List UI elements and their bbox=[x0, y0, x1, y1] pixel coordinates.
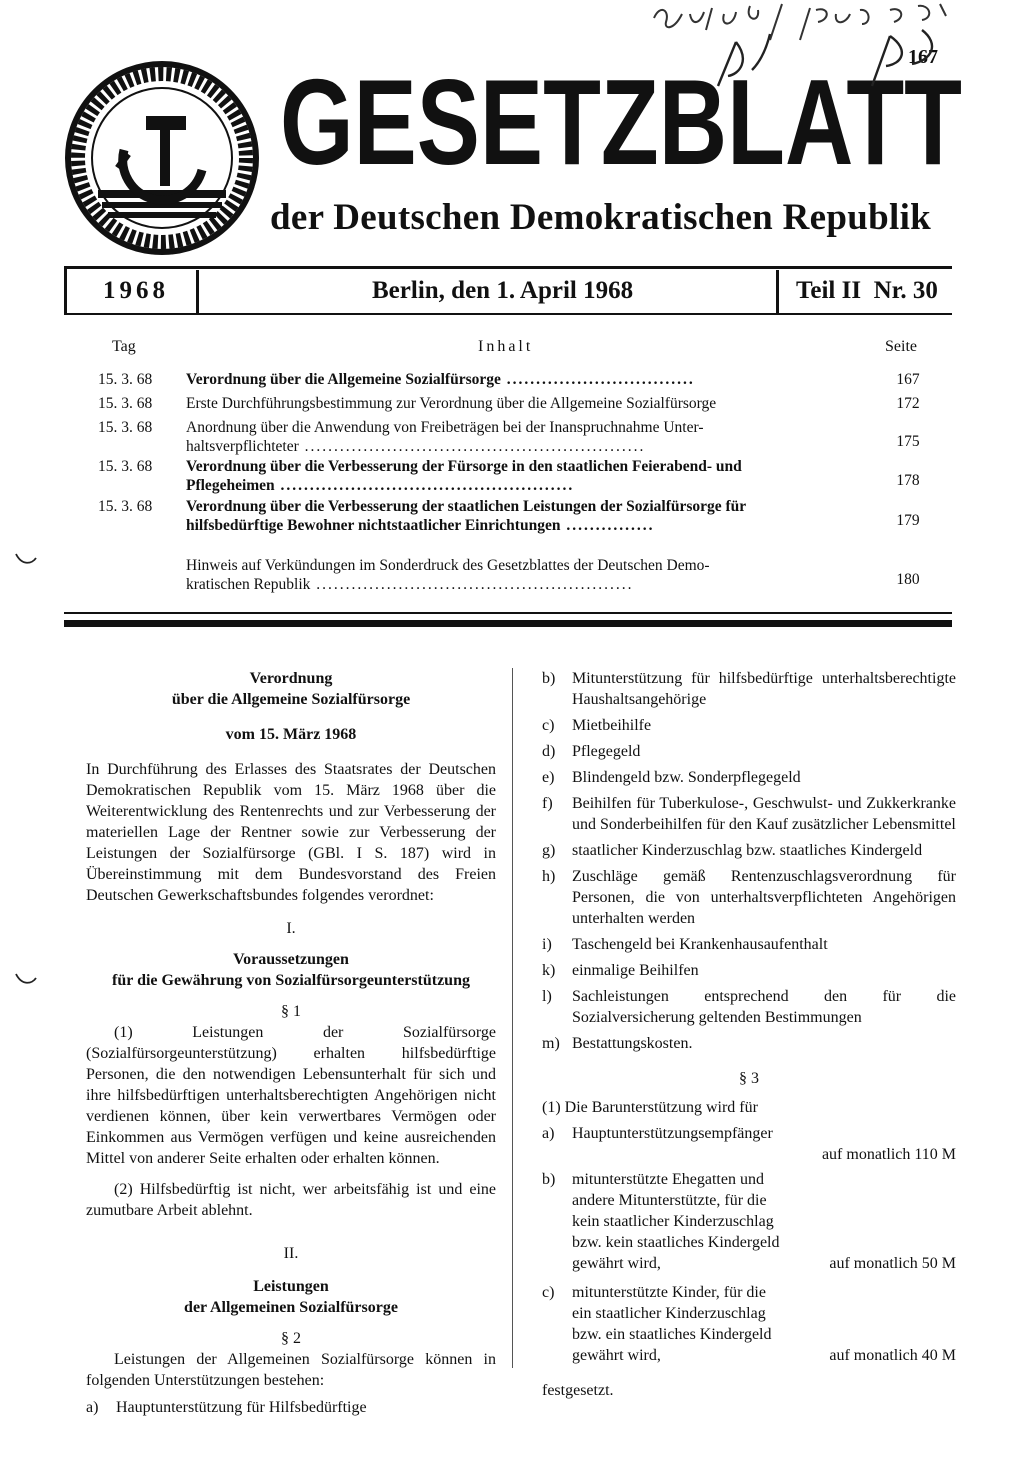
entry-page: 172 bbox=[896, 395, 920, 412]
entry-page: 178 bbox=[896, 472, 920, 489]
entry-title: Anordnung über die Anwendung von Freibeträgen bei der Inanspruchnahme Unter- haltsverpflichteter .......................................................... bbox=[186, 419, 704, 455]
entry-page: 179 bbox=[896, 512, 920, 529]
section-number: § 2 bbox=[281, 1330, 301, 1347]
margin-mark bbox=[14, 972, 38, 986]
list-item: b) Mitunterstützung für hilfsbedürftige unterhaltsberechtigte Haushaltsangehörige bbox=[542, 670, 956, 708]
margin-mark bbox=[14, 552, 38, 566]
part-title: Voraussetzungen bbox=[233, 951, 349, 968]
decree-subject: über die Allgemeine Sozialfürsorge bbox=[171, 691, 411, 708]
issue-date: Berlin, den 1. April 1968 bbox=[372, 277, 634, 304]
left-column bbox=[86, 668, 496, 1418]
issue-rule-left bbox=[64, 266, 67, 315]
entry-date: 15. 3. 68 bbox=[98, 371, 153, 388]
issue-divider-2 bbox=[776, 270, 779, 314]
preamble: In Durchführung des Erlasses des Staatsrates der Deutschen Demokratischen Republik vom 15. März 1968 über die Weiterentwicklung des Rentenrechts und zur Verbesserung der materiellen Lage der Rentner sowie zur Verbesserung der Leistungen der Sozialfürsorge (GBl. I S. 187) wird in Übereinstimmung mit dem Bundesvorstand des Freien Deutschen Gewerkschaftsbundes folgendes verordnet: bbox=[86, 761, 496, 904]
list-item: g) staatlicher Kinderzuschlag bzw. staatliches Kindergeld bbox=[542, 842, 923, 859]
list-item: f) Beihilfen für Tuberkulose-, Geschwulst- und Zukkerkranke und Sonderbeihilfen für den Kauf zusätzlicher Lebensmittel bbox=[542, 795, 956, 833]
paragraph: (1) Leistungen der Sozialfürsorge (Sozialfürsorgeunterstützung) erhalten hilfsbedürftige Personen, die den notwendigen Lebensunterhalt für sich und ihre hilfsbedürftigen unterhaltsberechtigten Angehörigen nicht verdienen können, über kein verwertbares Vermögen oder Einkommen aus Vermögen verfügen und keine ausreichenden Mittel von anderer Seite erhalten oder erhalten können. bbox=[86, 1024, 496, 1167]
contents-rule-thin bbox=[64, 612, 952, 614]
list-item: m) Bestattungskosten. bbox=[542, 1035, 693, 1052]
entry-title: Verordnung über die Verbesserung der staatlichen Leistungen der Sozialfürsorge für hilfsbedürftige Bewohner nichtstaatlicher Einrichtungen ............... bbox=[186, 498, 747, 534]
issue-rule-top bbox=[64, 266, 952, 269]
section-number: § 1 bbox=[281, 1003, 301, 1020]
list-item: d) Pflegegeld bbox=[542, 743, 641, 760]
entry-date: 15. 3. 68 bbox=[98, 419, 153, 436]
contents-col-page: Seite bbox=[885, 338, 917, 355]
contents-heading: Inhalt bbox=[478, 338, 534, 355]
section-number: § 3 bbox=[739, 1070, 759, 1087]
paragraph: Leistungen der Allgemeinen Sozialfürsorge können in folgenden Unterstützungen bestehen: bbox=[86, 1351, 496, 1389]
decree-title: Verordnung bbox=[249, 670, 333, 687]
contents-rule-thick bbox=[64, 620, 952, 627]
list-item: h) Zuschläge gemäß Rentenzuschlagsverordnung für Personen, die von unterhaltsverpflichteten Angehörigen unterhalten werden bbox=[542, 868, 956, 927]
part-number: II. bbox=[283, 1245, 299, 1262]
paragraph: (2) Hilfsbedürftig ist nicht, wer arbeitsfähig ist und eine zumutbare Arbeit ablehnt. bbox=[86, 1181, 496, 1219]
entry-title: Verordnung über die Verbesserung der Fürsorge in den staatlichen Feierabend- und Pflegeheimen .................................................. bbox=[186, 458, 742, 494]
rate-amount: auf monatlich 50 M bbox=[829, 1255, 956, 1272]
closing-text: festgesetzt. bbox=[542, 1382, 614, 1399]
notice-page: 180 bbox=[896, 571, 920, 588]
list-item: l) Sachleistungen entsprechend den für die Sozialversicherung geltenden Bestimmungen bbox=[542, 988, 956, 1026]
part-title: Leistungen bbox=[253, 1278, 329, 1295]
entry-page: 167 bbox=[896, 371, 920, 388]
part-title: für die Gewährung von Sozialfürsorgeunterstützung bbox=[112, 972, 470, 989]
list-item: e) Blindengeld bzw. Sonderpflegegeld bbox=[542, 769, 801, 786]
entry-date: 15. 3. 68 bbox=[98, 498, 153, 515]
contents-col-day: Tag bbox=[112, 338, 136, 355]
entry-date: 15. 3. 68 bbox=[98, 395, 153, 412]
handwritten-annotation bbox=[640, 0, 960, 90]
paragraph: (1) Die Barunterstützung wird für bbox=[542, 1099, 758, 1116]
entry-title: Verordnung über die Allgemeine Sozialfürsorge ................................ bbox=[186, 371, 695, 388]
rate-item: c) mitunterstützte Kinder, für die ein staatlicher Kinderzuschlag bzw. ein staatliches Kindergeld gewährt wird, auf monatlich 40 M bbox=[542, 1284, 956, 1364]
rate-amount: auf monatlich 40 M bbox=[829, 1347, 956, 1364]
list-item: c) Mietbeihilfe bbox=[542, 717, 652, 734]
rate-item: b) mitunterstützte Ehegatten und andere Mitunterstützte, für die kein staatlicher Kinderzuschlag bzw. kein staatliches Kindergeld gewährt wird, auf monatlich 50 M bbox=[542, 1171, 956, 1272]
part-number: I. bbox=[286, 920, 296, 937]
decree-date: vom 15. März 1968 bbox=[225, 726, 357, 743]
right-column bbox=[542, 668, 956, 1401]
rate-item: a) Hauptunterstützungsempfänger auf monatlich 110 M bbox=[542, 1125, 956, 1163]
rate-amount: auf monatlich 110 M bbox=[821, 1146, 956, 1163]
list-item: i) Taschengeld bei Krankenhausaufenthalt bbox=[542, 936, 828, 953]
column-divider bbox=[512, 668, 513, 1368]
notice-text: Hinweis auf Verkündungen im Sonderdruck des Gesetzblattes der Deutschen Demo- kratischen Republik ...................................................... bbox=[186, 557, 710, 593]
part-title: der Allgemeinen Sozialfürsorge bbox=[184, 1299, 398, 1316]
issue-part-number: Teil II Nr. 30 bbox=[796, 277, 938, 304]
svg-text:GESETZBLATT: GESETZBLATT bbox=[280, 72, 962, 190]
list-item: k) einmalige Beihilfen bbox=[542, 962, 699, 979]
masthead-subtitle: der Deutschen Demokratischen Republik bbox=[270, 197, 932, 238]
state-emblem-icon bbox=[62, 58, 262, 258]
entry-page: 175 bbox=[896, 433, 920, 450]
issue-divider-1 bbox=[196, 270, 199, 314]
issue-year: 1968 bbox=[103, 277, 169, 304]
entry-date: 15. 3. 68 bbox=[98, 458, 153, 475]
page-number: 167 bbox=[908, 46, 938, 68]
list-item: a) Hauptunterstützung für Hilfsbedürftige bbox=[86, 1399, 367, 1416]
entry-title: Erste Durchführungsbestimmung zur Verordnung über die Allgemeine Sozialfürsorge bbox=[186, 395, 717, 412]
